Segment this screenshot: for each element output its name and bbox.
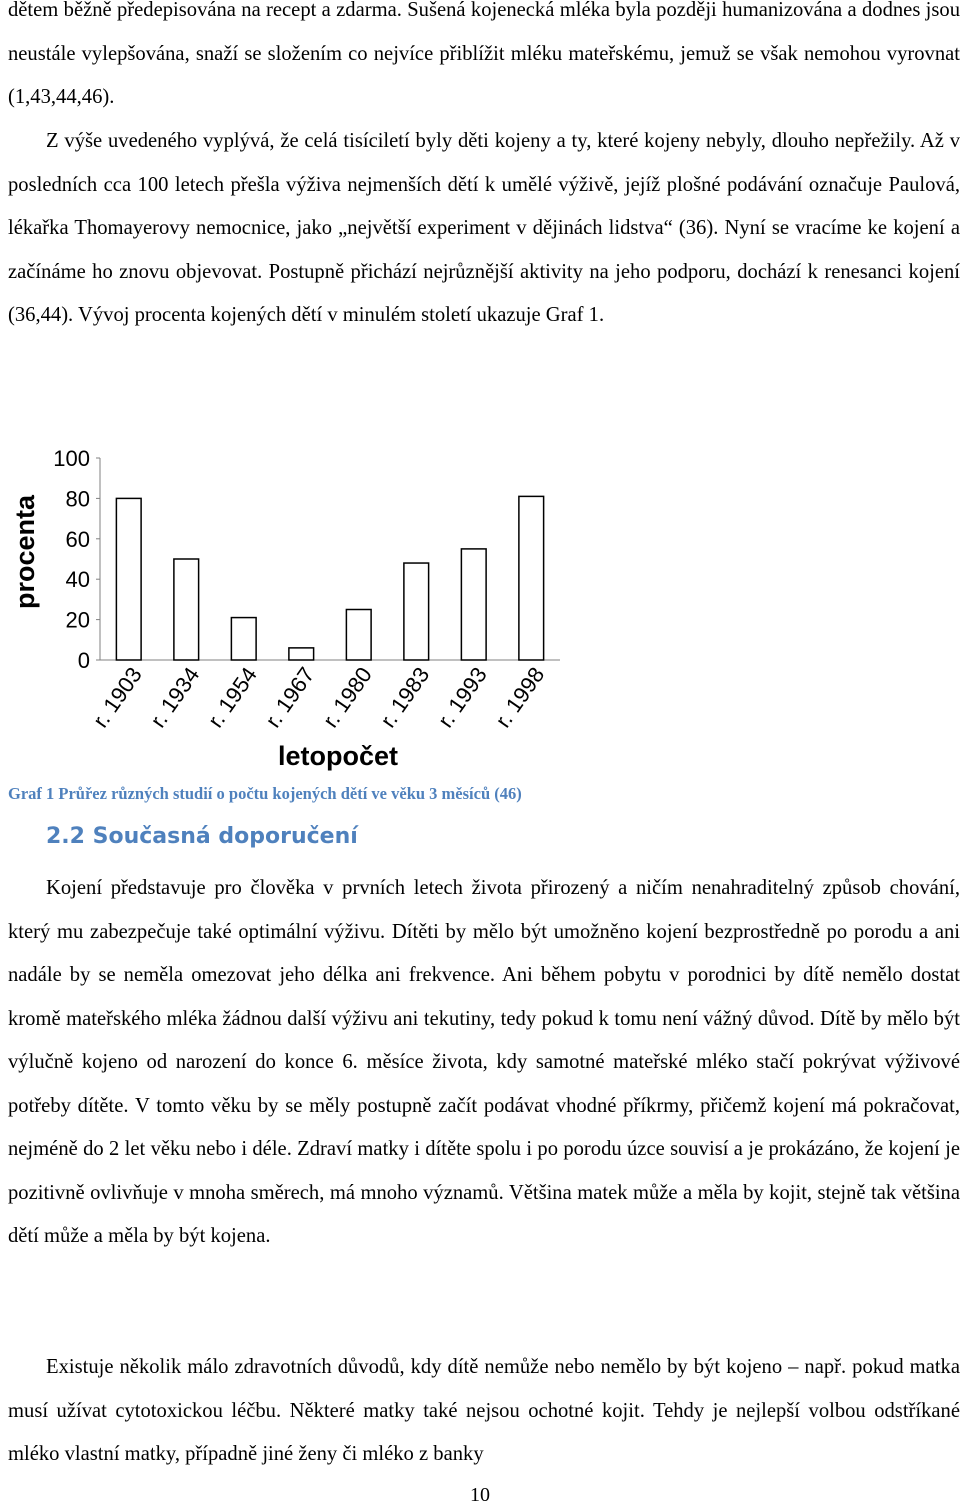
bar xyxy=(116,498,141,660)
x-tick-label: r. 1998 xyxy=(490,662,550,732)
bar xyxy=(346,610,371,661)
paragraph-recommendations: Kojení představuje pro člověka v prvních letech života přirozený a ničím nenahraditelný způsob chování, který mu zabezpečuje také optimální výživu. Dítěti by mělo být umožněno kojení bezprostředně po porodu a ani nadále by se neměla omezovat jeho délka ani frekvence. Ani během pobytu v porodnici by dítě nemělo dostat kromě mateřského mléka žádnou další výživu ani tekutiny, tedy pokud k tomu není vážný důvod. Dítě by mělo být výlučně kojeno od narození do konce 6. měsíce života, kdy samotné mateřské mléko stačí pokrývat výživové potřeby dítěte. V tomto věku by se měly postupně začít podávat vhodné příkrmy, přičemž kojení má pokračovat, nejméně do 2 let věku nebo i déle. Zdraví matky i dítěte spolu i po porodu úzce souvisí a je prokázáno, že kojení je pozitivně ovlivňuje v mnoha směrech, má mnoho významů. Většina matek může a měla by kojit, stejně tak většina dětí může a měla by být kojena. xyxy=(8,877,960,1247)
y-tick-label: 0 xyxy=(77,648,90,673)
page-number: 10 xyxy=(470,1484,490,1506)
chart-caption: Graf 1 Průřez různých studií o počtu kojených dětí ve věku 3 měsíců (46) xyxy=(8,784,522,803)
y-tick-label: 100 xyxy=(53,446,90,471)
bar xyxy=(174,559,199,660)
paragraph-history: Z výše uvedeného vyplývá, že celá tisíciletí byly děti kojeny a ty, které kojeny nebyly, dlouho nepřežily. Až v posledních cca 100 letech přešla výživa nejmenších dětí k umělé výživě, jejíž plošné podávání označuje Paulová, lékařka Thomayerovy nemocnice, jako „největší experiment v dějinách lidstva“ (36). Nyní se vracíme ke kojení a začínáme ho znovu objevovat. Postupně přichází nejrůznější aktivity na jeho podporu, dochází k renesanci kojení (36,44). Vývoj procenta kojených dětí v minulém století ukazuje Graf 1. xyxy=(8,130,960,326)
x-tick-label: r. 1903 xyxy=(87,662,147,732)
y-axis-title: procenta xyxy=(10,494,40,610)
y-tick-label: 40 xyxy=(65,567,90,593)
y-ticks xyxy=(53,446,100,673)
y-tick-label: 60 xyxy=(65,526,90,552)
x-axis-title: letopočet xyxy=(277,741,399,771)
bars xyxy=(116,496,543,660)
y-tick-label: 80 xyxy=(65,486,90,512)
breastfeeding-bar-chart xyxy=(0,438,600,773)
bar xyxy=(404,563,429,660)
x-tick-label: r. 1934 xyxy=(145,662,205,732)
x-tick-label: r. 1980 xyxy=(317,662,377,732)
y-tick-label: 20 xyxy=(65,607,90,633)
x-tick-label: r. 1967 xyxy=(260,662,320,732)
paragraph-exceptions: Existuje několik málo zdravotních důvodů, kdy dítě nemůže nebo nemělo by být kojeno – např. pokud matka musí užívat cytotoxickou léčbu. Některé matky také nejsou ochotné kojit. Tehdy je nejlepší volbou odstříkané mléko vlastní matky, případně jiné ženy či mléko z banky xyxy=(8,1356,960,1465)
x-ticks xyxy=(88,663,550,732)
bar xyxy=(519,496,544,660)
x-tick-label: r. 1993 xyxy=(432,662,492,732)
bar xyxy=(289,648,314,660)
bar xyxy=(231,618,256,660)
x-tick-label: r. 1954 xyxy=(202,662,262,732)
y-axis-label xyxy=(10,494,40,609)
x-tick-label: r. 1983 xyxy=(375,662,435,732)
section-heading: 2.2 Současná doporučení xyxy=(46,824,358,849)
bar xyxy=(461,549,486,660)
paragraph-intro: dětem běžně předepisována na recept a zdarma. Sušená kojenecká mléka byla později humanizována a dodnes jsou neustále vylepšována, snaží se složením co nejvíce přiblížit mléku mateřskému, jemuž se však nemohou vyrovnat (1,43,44,46). xyxy=(8,0,960,108)
